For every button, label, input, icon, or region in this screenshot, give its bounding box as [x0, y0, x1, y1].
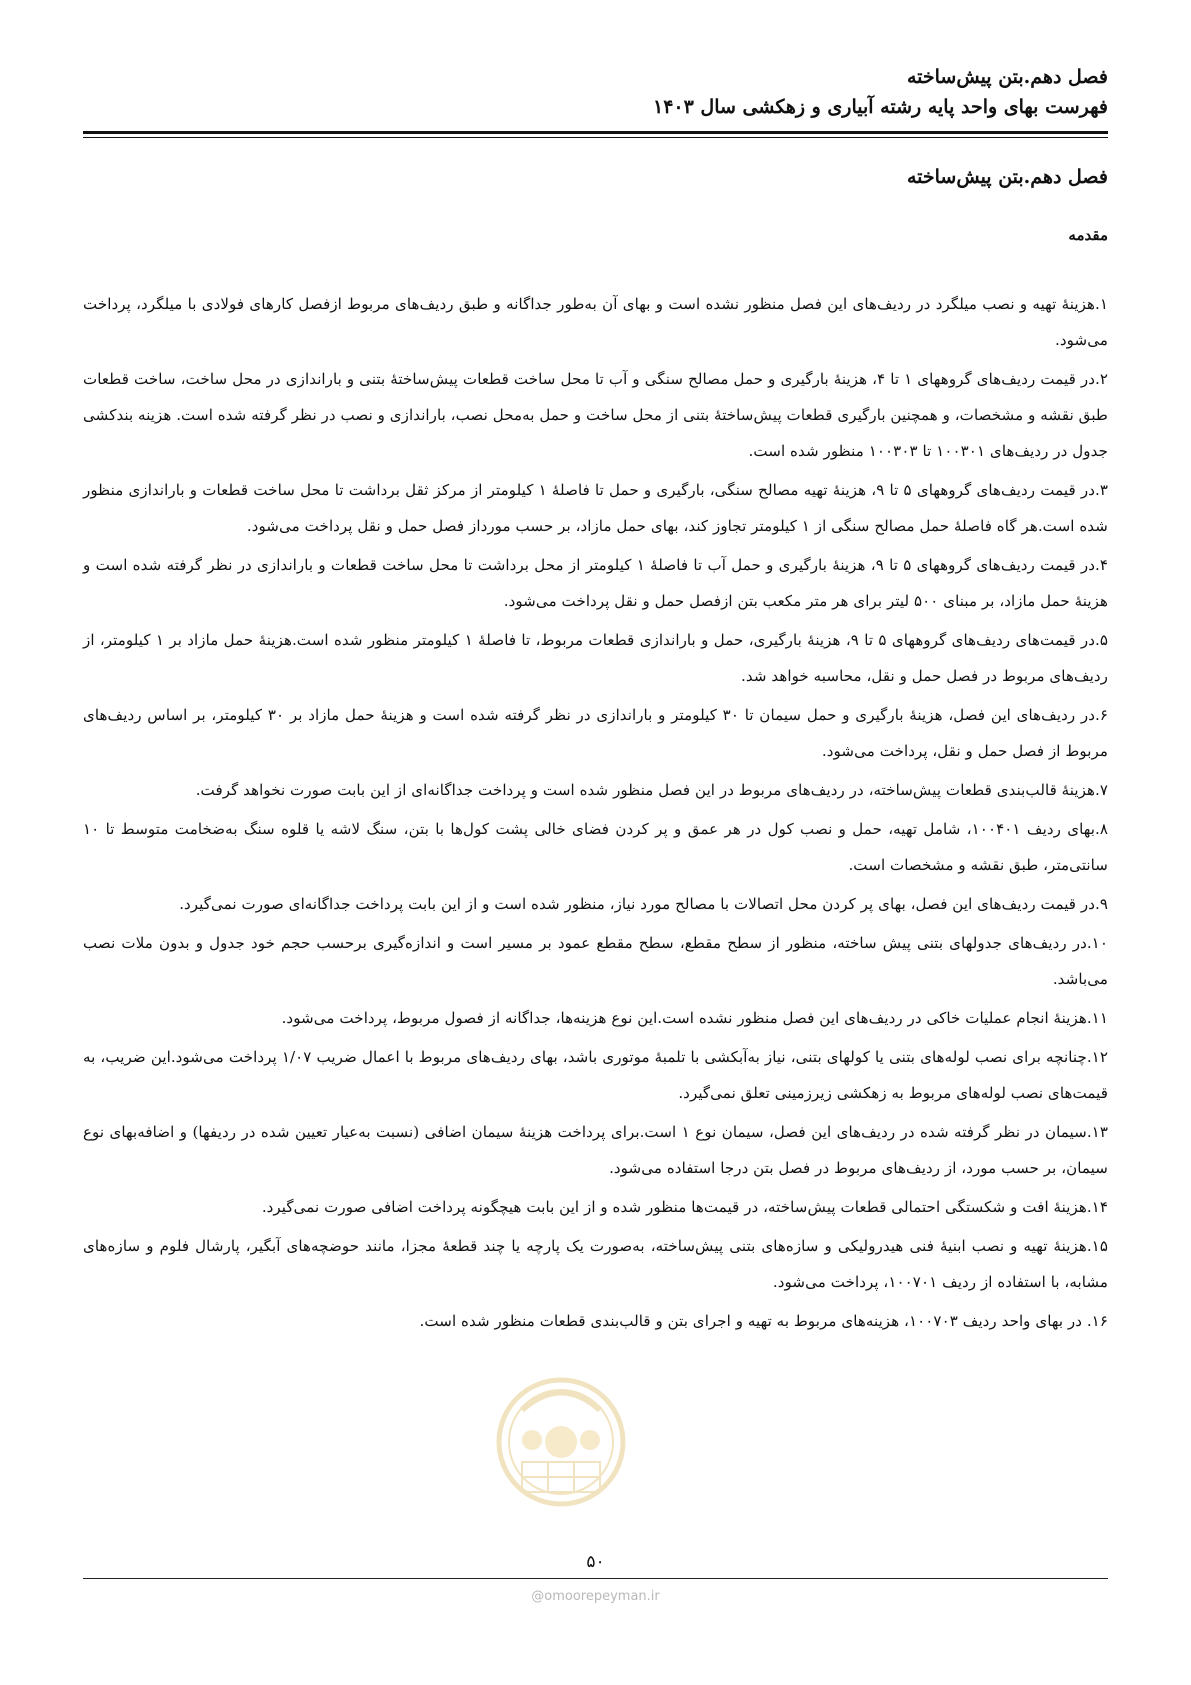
paragraph-8: ۸.بهای ردیف ۱۰۰۴۰۱، شامل تهیه، حمل و نصب کول در هر عمق و پر کردن فضای خالی پشت کول‌ها با بتن، سنگ لاشه یا قلوه سنگ به‌ضخامت متوسط تا ۱۰ سانتی‌متر، طبق نقشه و مشخصات است. [83, 820, 1108, 874]
intro-heading: مقدمه [1068, 226, 1108, 244]
body-text [83, 286, 1108, 1342]
paragraph-10: ۱۰.در ردیف‌های جدولهای بتنی پیش ساخته، منظور از سطح مقطع، سطح مقطع عمود بر مسیر است و اندازه‌گیری برحسب حجم خود جدول و بدون ملات نصب می‌باشد. [83, 934, 1108, 988]
header-rule-thin [83, 137, 1108, 138]
header-chapter-title: فصل دهم.بتن پیش‌ساخته [906, 66, 1108, 88]
paragraph-15: ۱۵.هزینهٔ تهیه و نصب ابنیهٔ فنی هیدرولیکی و سازه‌های بتنی پیش‌ساخته، به‌صورت یک پارچه یا چند قطعهٔ مجزا، مانند حوضچه‌های آبگیر، پارشال فلوم و سازه‌های مشابه، با استفاده از ردیف ۱۰۰۷۰۱، پرداخت می‌شود. [83, 1237, 1108, 1291]
footer-rule [83, 1578, 1108, 1579]
paragraph-4: ۴.در قیمت ردیف‌های گروههای ۵ تا ۹، هزینهٔ بارگیری و حمل آب تا فاصلهٔ ۱ کیلومتر از محل برداشت تا محل ساخت قطعات و باراندازی در نظر گرفته شده است و هزینهٔ حمل مازاد، بر مبنای ۵۰۰ لیتر برای هر متر مکعب بتن ازفصل حمل و نقل پرداخت می‌شود. [83, 556, 1109, 610]
paragraph-3: ۳.در قیمت ردیف‌های گروههای ۵ تا ۹، هزینهٔ تهیه مصالح سنگی، بارگیری و حمل تا فاصلهٔ ۱ کیلومتر از مرکز ثقل برداشت تا محل ساخت قطعات و باراندازی منظور شده است.هر گاه فاصلهٔ حمل مصالح سنگی از ۱ کیلومتر تجاوز کند، بهای حمل مازاد، بر حسب مورداز فصل حمل و نقل پرداخت می‌شود. [83, 481, 1109, 535]
page-number: ۵۰ [586, 1552, 605, 1572]
header-document-title: فهرست بهای واحد پایه رشته آبیاری و زهکشی سال ۱۴۰۳ [652, 96, 1108, 118]
chapter-title: فصل دهم.بتن پیش‌ساخته [906, 166, 1108, 188]
watermark-logo-icon [492, 1370, 630, 1520]
paragraph-9: ۹.در قیمت ردیف‌های این فصل، بهای پر کردن محل اتصالات با مصالح مورد نیاز، منظور شده است و از این بابت پرداخت جداگانه‌ای صورت نمی‌گیرد. [179, 895, 1108, 913]
header-rule-thick [83, 131, 1108, 134]
footer-website: @omoorepeyman.ir [531, 1589, 660, 1604]
paragraph-12: ۱۲.چنانچه برای نصب لوله‌های بتنی یا کولهای بتنی، نیاز به‌آبکشی با تلمبهٔ موتوری باشد، بهای ردیف‌های مربوط با اعمال ضریب ۱/۰۷ پرداخت می‌شود.این ضریب، به قیمت‌های نصب لوله‌های مربوط به زهکشی زیرزمینی تعلق نمی‌گیرد. [83, 1048, 1108, 1102]
paragraph-5: ۵.در قیمت‌های ردیف‌های گروههای ۵ تا ۹، هزینهٔ بارگیری، حمل و باراندازی قطعات مربوط، تا فاصلهٔ ۱ کیلومتر منظور شده است.هزینهٔ حمل مازاد بر ۱ کیلومتر، از ردیف‌های مربوط در فصل حمل و نقل، محاسبه خواهد شد. [83, 631, 1108, 685]
paragraph-11: ۱۱.هزینهٔ انجام عملیات خاکی در ردیف‌های این فصل منظور نشده است.این نوع هزینه‌ها، جداگانه از فصول مربوط، پرداخت می‌شود. [281, 1009, 1108, 1027]
paragraph-16: ۱۶. در بهای واحد ردیف ۱۰۰۷۰۳، هزینه‌های مربوط به تهیه و اجرای بتن و قالب‌بندی قطعات منظور شده است. [419, 1312, 1108, 1330]
running-header [653, 62, 1108, 122]
paragraph-1: ۱.هزینهٔ تهیه و نصب میلگرد در ردیف‌های این فصل منظور نشده است و بهای آن به‌طور جداگانه و طبق ردیف‌های مربوط ازفصل کارهای فولادی با میلگرد، پرداخت می‌شود. [83, 295, 1108, 349]
paragraph-6: ۶.در ردیف‌های این فصل، هزینهٔ بارگیری و حمل سیمان تا ۳۰ کیلومتر و باراندازی در نظر گرفته شده است و هزینهٔ حمل مازاد بر ۳۰ کیلومتر، بر اساس ردیف‌های مربوط از فصل حمل و نقل، پرداخت می‌شود. [83, 706, 1109, 760]
paragraph-2: ۲.در قیمت ردیف‌های گروههای ۱ تا ۴، هزینهٔ بارگیری و حمل مصالح سنگی و آب تا محل ساخت قطعات پیش‌ساختهٔ بتنی و باراندازی در محل ساخت، ساخت قطعات طبق نقشه و مشخصات، و همچنین بارگیری قطعات پیش‌ساختهٔ بتنی از محل ساخت و حمل به‌محل نصب، باراندازی و نصب در نظر گرفته شده است. هزینه بندکشی جدول در ردیف‌های ۱۰۰۳۰۱ تا ۱۰۰۳۰۳ منظور شده است. [83, 370, 1108, 460]
paragraph-14: ۱۴.هزینهٔ افت و شکستگی احتمالی قطعات پیش‌ساخته، در قیمت‌ها منظور شده و از این بابت هیچگونه پرداخت اضافی صورت نمی‌گیرد. [261, 1198, 1108, 1216]
paragraph-7: ۷.هزینهٔ قالب‌بندی قطعات پیش‌ساخته، در ردیف‌های مربوط در این فصل منظور شده است و پرداخت جداگانه‌ای از این بابت صورت نخواهد گرفت. [195, 781, 1108, 799]
paragraph-13: ۱۳.سیمان در نظر گرفته شده در ردیف‌های این فصل، سیمان نوع ۱ است.برای پرداخت هزینهٔ سیمان اضافی (نسبت به‌عیار تعیین شده در ردیفها) و اضافه‌بهای نوع سیمان، بر حسب مورد، از ردیف‌های مربوط در فصل بتن درجا استفاده می‌شود. [83, 1123, 1108, 1177]
